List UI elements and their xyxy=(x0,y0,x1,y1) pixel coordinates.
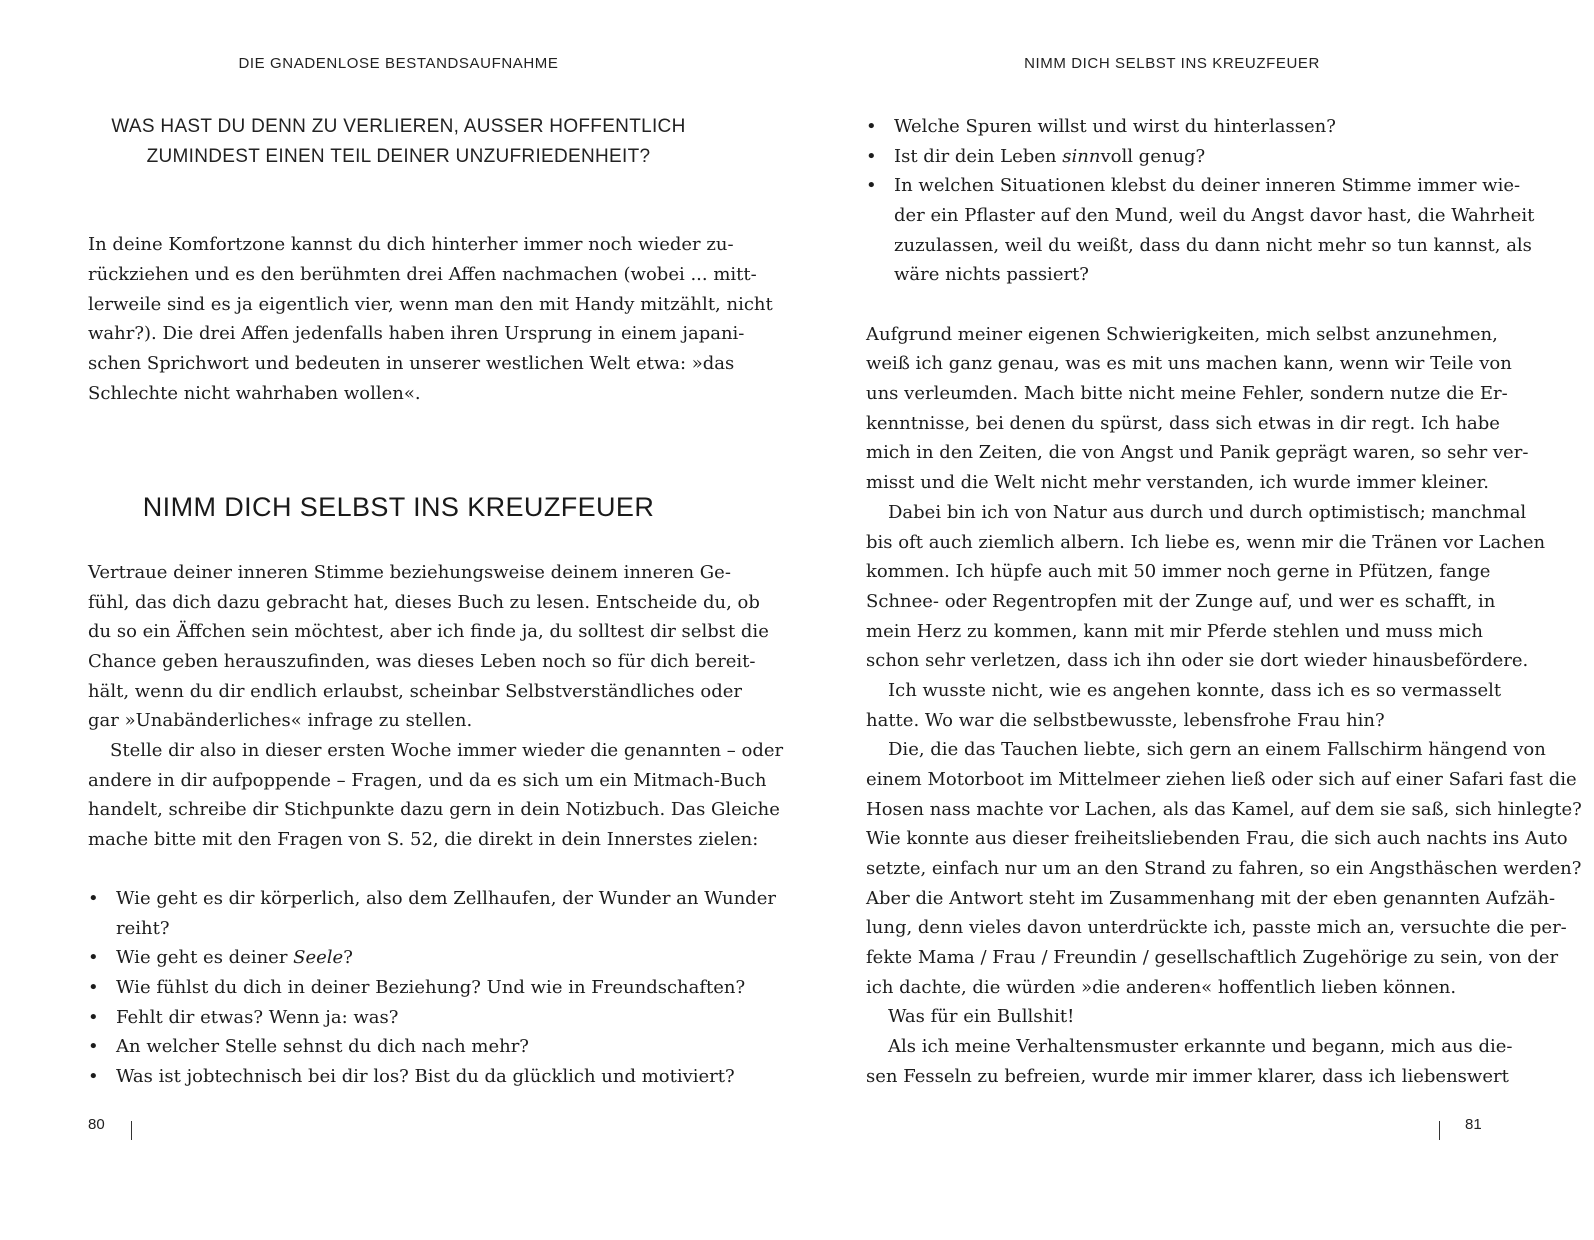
text-line: bis oft auch ziemlich albern. Ich liebe es, wenn mir die Tränen vor Lachen xyxy=(866,532,1546,553)
text-line: Vertraue deiner inneren Stimme beziehungsweise deinem inneren Ge- xyxy=(88,562,731,583)
list-item xyxy=(88,1032,705,1062)
text-line: Als ich meine Verhaltensmuster erkannte und begann, mich aus die- xyxy=(888,1036,1513,1057)
text-line: fekte Mama / Frau / Freundin / gesellschaftlich Zugehörige zu sein, von der xyxy=(866,947,1559,968)
list-item-text: Welche Spuren willst und wirst du hinterlassen? xyxy=(894,116,1336,137)
list-item xyxy=(88,973,746,1003)
list-item-text: An welcher Stelle sehnst du dich nach mehr? xyxy=(116,1036,529,1057)
text-line: Wie konnte aus dieser freiheitsliebenden Frau, die sich auch nachts ins Auto xyxy=(866,828,1568,849)
text-line: setzte, einfach nur um an den Strand zu fahren, so ein Angsthäschen werden? xyxy=(866,858,1582,879)
text-line: gar »Unabänderliches« infrage zu stellen. xyxy=(88,710,473,731)
text-line: du so ein Äffchen sein möchtest, aber ich finde ja, du solltest dir selbst die xyxy=(88,621,769,642)
list-item-text: reiht? xyxy=(116,918,170,939)
text-line: uns verleumden. Mach bitte nicht meine Fehler, sondern nutze die Er- xyxy=(866,383,1508,404)
section-heading: NIMM DICH SELBST INS KREUZFEUER xyxy=(142,492,655,522)
callout-line-2: ZUMINDEST EINEN TEIL DEINER UNZUFRIEDENHEIT? xyxy=(146,146,651,167)
text-line: mich in den Zeiten, die von Angst und Panik geprägt waren, so sehr ver- xyxy=(866,442,1529,463)
text-line: In deine Komfortzone kannst du dich hinterher immer noch wieder zu- xyxy=(88,234,734,255)
folio-divider xyxy=(1439,1121,1440,1140)
running-head-right: NIMM DICH SELBST INS KREUZFEUER xyxy=(1024,55,1320,72)
bullet-icon: • xyxy=(88,1007,99,1028)
folio-divider xyxy=(131,1121,132,1140)
bullet-icon: • xyxy=(88,1066,99,1087)
list-item xyxy=(88,884,776,914)
text-line: andere in dir aufpoppende – Fragen, und da es sich um ein Mitmach-Buch xyxy=(88,770,767,791)
text-line: weiß ich ganz genau, was es mit uns machen kann, wenn wir Teile von xyxy=(866,353,1512,374)
list-item-text xyxy=(894,142,1482,172)
text-line: Die, die das Tauchen liebte, sich gern an einem Fallschirm hängend von xyxy=(888,739,1546,760)
text-run: voll genug? xyxy=(1100,146,1206,167)
list-item xyxy=(88,1062,735,1092)
bullet-icon: • xyxy=(88,947,99,968)
list-item xyxy=(866,171,1521,201)
list-item-text: Wie geht es dir körperlich, also dem Zellhaufen, der Wunder an Wunder xyxy=(116,888,776,909)
text-line: Schlechte nicht wahrhaben wollen«. xyxy=(88,383,421,404)
list-item xyxy=(866,142,1482,172)
list-item-continuation xyxy=(866,201,1535,231)
list-item xyxy=(88,943,705,973)
text-line: schen Sprichwort und bedeuten in unserer westlichen Welt etwa: »das xyxy=(88,353,735,374)
emphasis: sinn xyxy=(1062,146,1101,167)
list-item-text: Fehlt dir etwas? Wenn ja: was? xyxy=(116,1007,399,1028)
emphasis: Seele xyxy=(293,947,344,968)
text-line: einem Motorboot im Mittelmeer ziehen ließ oder sich auf einer Safari fast die xyxy=(866,769,1577,790)
text-line: misst und die Welt nicht mehr verstanden, ich wurde immer kleiner. xyxy=(866,472,1489,493)
list-item-text: Wie fühlst du dich in deiner Beziehung? Und wie in Freundschaften? xyxy=(116,977,746,998)
list-item xyxy=(88,1003,705,1033)
page-number-left: 80 xyxy=(88,1116,105,1133)
text-line: wahr?). Die drei Affen jedenfalls haben ihren Ursprung in einem japani- xyxy=(88,323,745,344)
text-line: hatte. Wo war die selbstbewusste, lebensfrohe Frau hin? xyxy=(866,710,1385,731)
bullet-icon: • xyxy=(88,977,99,998)
bullet-icon: • xyxy=(866,175,877,196)
text-run: ? xyxy=(343,947,353,968)
text-line: Aber die Antwort steht im Zusammenhang mit der eben genannten Aufzäh- xyxy=(866,888,1556,909)
text-line: ich dachte, die würden »die anderen« hoffentlich lieben können. xyxy=(866,977,1457,998)
text-line: handelt, schreibe dir Stichpunkte dazu gern in dein Notizbuch. Das Gleiche xyxy=(88,799,780,820)
running-head-left: DIE GNADENLOSE BESTANDSAUFNAHME xyxy=(238,55,559,72)
text-line: Stelle dir also in dieser ersten Woche immer wieder die genannten – oder xyxy=(110,740,784,761)
text-run: Wie geht es deiner xyxy=(116,947,294,968)
text-line: kommen. Ich hüpfe auch mit 50 immer noch gerne in Pfützen, fange xyxy=(866,561,1491,582)
text-line: Chance geben herauszufinden, was dieses Leben noch so für dich bereit- xyxy=(88,651,756,672)
bullet-icon: • xyxy=(866,146,877,167)
callout-line-1: WAS HAST DU DENN ZU VERLIEREN, AUSSER HOFFENTLICH xyxy=(111,116,686,137)
list-item-continuation xyxy=(866,231,1532,261)
text-line: kenntnisse, bei denen du spürst, dass sich etwas in dir regt. Ich habe xyxy=(866,413,1500,434)
text-line: mache bitte mit den Fragen von S. 52, die direkt in dein Innerstes zielen: xyxy=(88,829,759,850)
text-line: lung, denn vieles davon unterdrückte ich, passte mich an, versuchte die per- xyxy=(866,917,1567,938)
text-line: Ich wusste nicht, wie es angehen konnte, dass ich es so vermasselt xyxy=(888,680,1502,701)
list-item-continuation xyxy=(866,260,1482,290)
bullet-icon: • xyxy=(88,1036,99,1057)
list-item-text xyxy=(116,943,705,973)
list-item-text: Was ist jobtechnisch bei dir los? Bist du da glücklich und motiviert? xyxy=(116,1066,735,1087)
text-line: schon sehr verletzen, dass ich ihn oder sie dort wieder hinausbefördere. xyxy=(866,650,1529,671)
right-page xyxy=(797,0,1594,1240)
text-line: Dabei bin ich von Natur aus durch und durch optimistisch; manchmal xyxy=(888,502,1527,523)
list-item-text: zuzulassen, weil du weißt, dass du dann nicht mehr so tun kannst, als xyxy=(894,235,1532,256)
text-line: fühl, das dich dazu gebracht hat, dieses Buch zu lesen. Entscheide du, ob xyxy=(88,592,760,613)
page-number-right: 81 xyxy=(1465,1116,1482,1133)
text-line: Hosen nass machte vor Lachen, als das Kamel, auf dem sie saß, sich hinlegte? xyxy=(866,799,1582,820)
bullet-icon: • xyxy=(88,888,99,909)
text-line: lerweile sind es ja eigentlich vier, wenn man den mit Handy mitzählt, nicht xyxy=(88,294,773,315)
list-item-continuation xyxy=(88,914,705,944)
text-line: rückziehen und es den berühmten drei Affen nachmachen (wobei ... mitt- xyxy=(88,264,757,285)
text-run: Ist dir dein Leben xyxy=(894,146,1063,167)
list-item xyxy=(866,112,1482,142)
text-line: hält, wenn du dir endlich erlaubst, scheinbar Selbstverständliches oder xyxy=(88,681,743,702)
text-line: mein Herz zu kommen, kann mit mir Pferde stehlen und muss mich xyxy=(866,621,1483,642)
text-line: Aufgrund meiner eigenen Schwierigkeiten, mich selbst anzunehmen, xyxy=(866,324,1498,345)
bullet-icon: • xyxy=(866,116,877,137)
text-line: Schnee- oder Regentropfen mit der Zunge auf, und wer es schafft, in xyxy=(866,591,1496,612)
list-item-text: der ein Pflaster auf den Mund, weil du Angst davor hast, die Wahrheit xyxy=(894,205,1535,226)
text-line: sen Fesseln zu befreien, wurde mir immer klarer, dass ich liebenswert xyxy=(866,1066,1509,1087)
list-item-text: In welchen Situationen klebst du deiner inneren Stimme immer wie- xyxy=(894,175,1521,196)
list-item-text: wäre nichts passiert? xyxy=(894,264,1089,285)
text-line: Was für ein Bullshit! xyxy=(888,1006,1075,1027)
